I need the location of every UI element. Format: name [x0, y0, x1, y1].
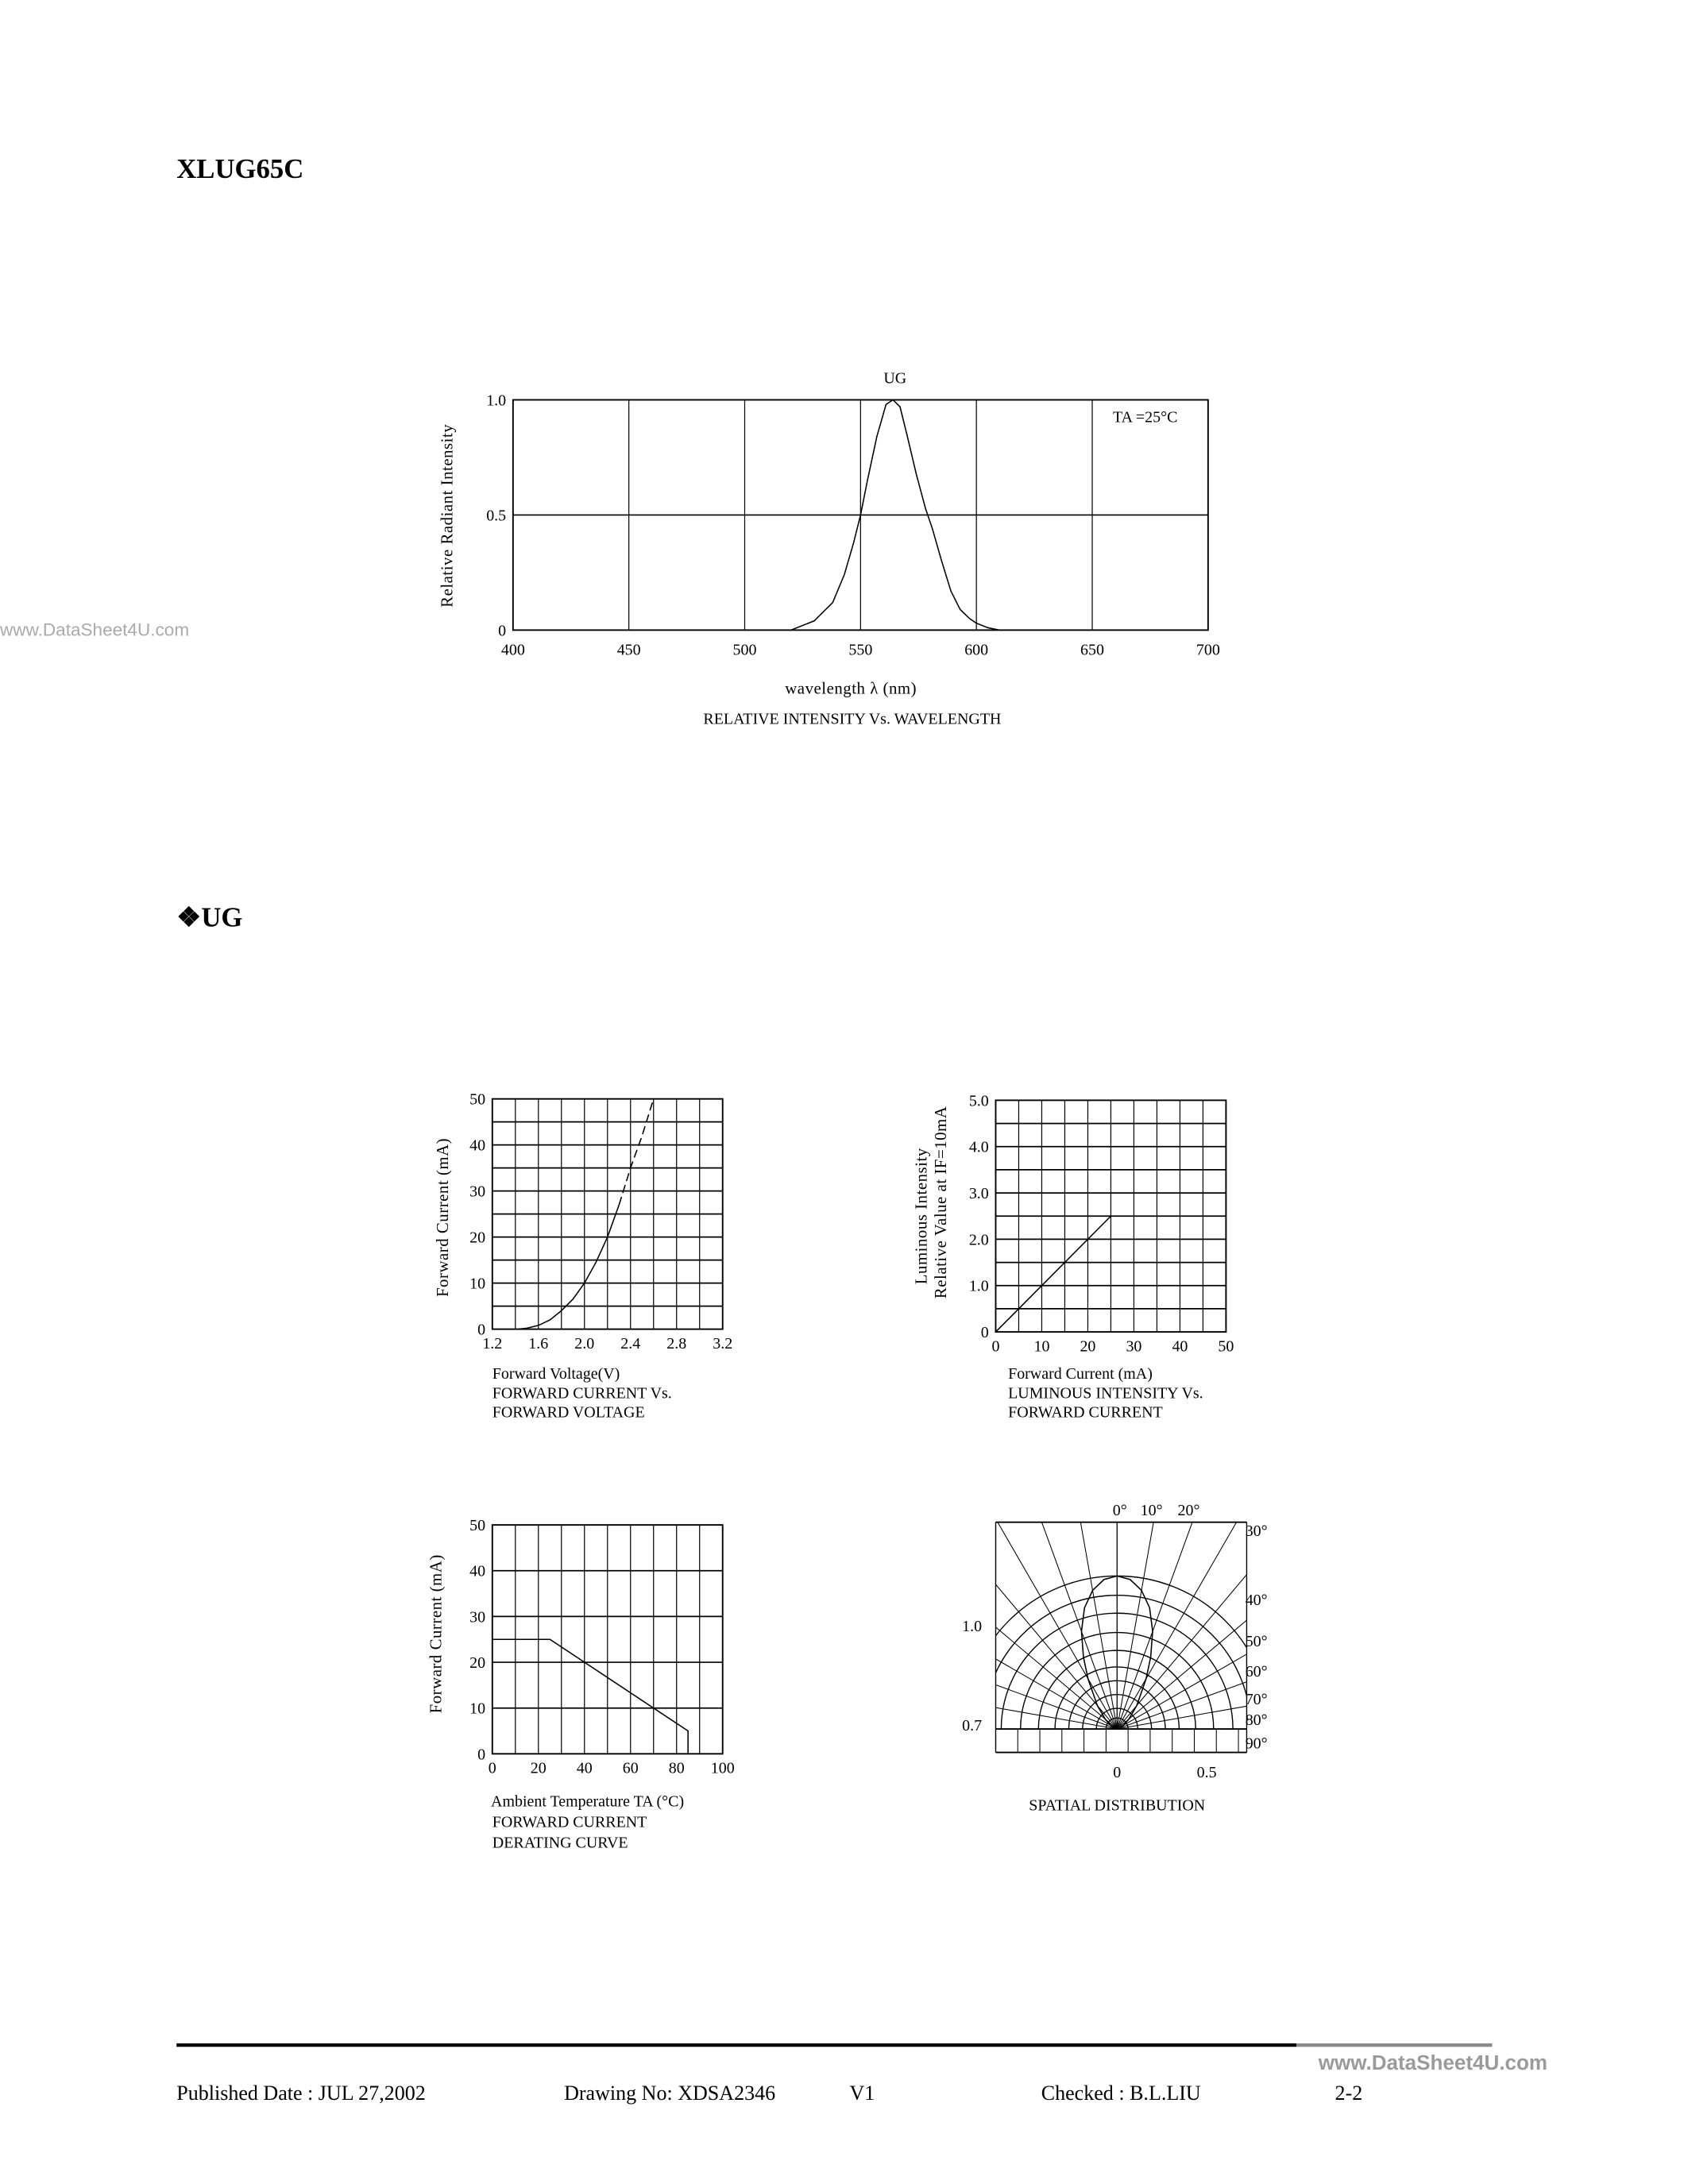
- x-axis-label: Ambient Temperature TA (°C): [491, 1792, 685, 1811]
- angle-ray: [800, 1463, 1117, 1729]
- watermark-left: www.DataSheet4U.com: [0, 619, 190, 640]
- x-axis-label: Forward Current (mA): [1008, 1365, 1153, 1383]
- derating-chart: [427, 1517, 735, 1851]
- top-angle-label: 10°: [1140, 1501, 1163, 1519]
- y-tick-label: 1.0: [968, 1277, 989, 1295]
- y-tick-label: 20: [469, 1229, 486, 1247]
- right-angle-label: 60°: [1245, 1663, 1268, 1681]
- section-heading: ❖UG: [176, 901, 243, 933]
- published-date: Published Date : JUL 27,2002: [176, 2082, 426, 2105]
- top-angle-label: 0°: [1112, 1501, 1127, 1519]
- y-axis-label: Relative Radiant Intensity: [437, 423, 457, 608]
- y-tick-label: 40: [469, 1136, 486, 1155]
- right-angle-label: 80°: [1245, 1711, 1268, 1729]
- chart-title-line1: FORWARD CURRENT: [492, 1813, 647, 1831]
- y-tick-label: 50: [469, 1090, 486, 1109]
- chart-title-line2: FORWARD CURRENT: [1008, 1403, 1163, 1422]
- chart-title-line2: DERATING CURVE: [492, 1834, 628, 1852]
- chart-title-line1: LUMINOUS INTENSITY Vs.: [1008, 1384, 1203, 1403]
- y-tick-label: 0.5: [486, 507, 507, 525]
- y-tick-label: 5.0: [968, 1092, 989, 1110]
- x-tick-label: 550: [848, 641, 873, 659]
- x-axis-label: Forward Voltage(V): [492, 1365, 620, 1383]
- x-tick-label: 400: [500, 641, 525, 659]
- checked-by: Checked : B.L.LIU: [1041, 2082, 1201, 2105]
- x-tick-label: 30: [1126, 1337, 1142, 1356]
- y-tick-label: 10: [469, 1700, 486, 1718]
- page-number: 2-2: [1335, 2082, 1363, 2105]
- y-tick-label: 4.0: [968, 1138, 989, 1156]
- y-tick-label: 3.0: [968, 1185, 989, 1203]
- x-tick-label: 2.8: [666, 1334, 687, 1352]
- x-tick-label: 20: [530, 1759, 547, 1777]
- y-tick-label: 50: [469, 1517, 486, 1535]
- x-tick-label: 650: [1080, 641, 1104, 659]
- angle-ray: [910, 1371, 1117, 1729]
- top-angle-label: 20°: [1177, 1501, 1200, 1519]
- series-line-if-max: [492, 1639, 688, 1754]
- x-tick-label: 3.2: [713, 1334, 733, 1352]
- x-tick-label: 2.0: [574, 1334, 595, 1352]
- y-tick-label: 0: [477, 1321, 486, 1339]
- right-angle-label: 30°: [1245, 1522, 1268, 1541]
- x-tick-label: 10: [1033, 1337, 1050, 1356]
- y-axis-label: Forward Current (mA): [426, 1554, 446, 1714]
- spectrum-chart: [437, 370, 1219, 728]
- x-tick-label: 450: [616, 641, 641, 659]
- chart-title: RELATIVE INTENSITY Vs. WAVELENGTH: [703, 710, 1002, 728]
- x-tick-label: 500: [732, 641, 757, 659]
- y-tick-label: 30: [469, 1608, 486, 1626]
- right-angle-label: 40°: [1245, 1591, 1268, 1609]
- y-tick-label: 1.0: [486, 392, 507, 410]
- chart-title-line1: FORWARD CURRENT Vs.: [492, 1384, 672, 1403]
- x-tick-label: 0: [488, 1759, 496, 1777]
- angle-ray: [1117, 1412, 1383, 1729]
- y-tick-label: 10: [469, 1275, 486, 1293]
- x-tick-label: 700: [1196, 641, 1220, 659]
- y-tick-label: 30: [469, 1183, 486, 1201]
- right-angle-label: 90°: [1245, 1734, 1268, 1753]
- x-tick-label: 40: [1172, 1337, 1188, 1356]
- angle-ray: [1117, 1463, 1434, 1729]
- series-line-dashed: [619, 1099, 653, 1205]
- series-line-iv: [995, 1216, 1111, 1332]
- series-label: UG: [883, 369, 907, 388]
- footer-rule: [176, 2043, 1296, 2047]
- x-tick-label: 1.2: [482, 1334, 503, 1352]
- series-line-solid: [518, 1205, 620, 1329]
- y-tick-label: 0: [498, 622, 507, 640]
- y-axis-label: Luminous Intensity: [911, 1148, 931, 1285]
- angle-ray: [759, 1522, 1117, 1729]
- y-tick-label: 0: [980, 1324, 989, 1342]
- angle-ray: [1117, 1657, 1524, 1729]
- footer-rule-gray: [1296, 2043, 1493, 2047]
- x-tick-label: 80: [668, 1759, 685, 1777]
- left-scale-label: 0.7: [962, 1716, 983, 1734]
- part-number-title: XLUG65C: [176, 152, 304, 184]
- x-tick-label: 100: [710, 1759, 735, 1777]
- angle-ray: [851, 1412, 1117, 1729]
- x-tick-label: 50: [1218, 1337, 1234, 1356]
- angle-ray: [709, 1657, 1117, 1729]
- iv-chart: [433, 1091, 732, 1422]
- y-tick-label: 0: [477, 1746, 486, 1764]
- bottom-scale-label: 0: [1113, 1763, 1122, 1781]
- luminous-chart: [912, 1092, 1234, 1421]
- watermark-footer: www.DataSheet4U.com: [1318, 2050, 1548, 2074]
- x-tick-label: 0: [991, 1337, 1000, 1356]
- x-tick-label: 20: [1080, 1337, 1096, 1356]
- drawing-number: Drawing No: XDSA2346: [564, 2082, 776, 2105]
- chart-title-line2: FORWARD VOLTAGE: [492, 1403, 645, 1422]
- x-tick-label: 60: [622, 1759, 639, 1777]
- y-tick-label: 20: [469, 1654, 486, 1672]
- y-axis-label-2: Relative Value at IF=10mA: [930, 1106, 950, 1299]
- x-tick-label: 2.4: [620, 1334, 641, 1352]
- x-axis-label: wavelength λ (nm): [785, 678, 917, 698]
- bottom-scale-label: 0.5: [1196, 1763, 1217, 1781]
- angle-ray: [1117, 1522, 1475, 1729]
- right-angle-label: 70°: [1245, 1690, 1268, 1708]
- angle-ray: [1117, 1371, 1323, 1729]
- y-axis-label: Forward Current (mA): [433, 1137, 453, 1298]
- x-tick-label: 600: [964, 641, 989, 659]
- right-angle-label: 50°: [1245, 1632, 1268, 1650]
- x-tick-label: 1.6: [528, 1334, 549, 1352]
- version: V1: [849, 2082, 875, 2105]
- y-tick-label: 2.0: [968, 1231, 989, 1249]
- x-tick-label: 40: [576, 1759, 593, 1777]
- temperature-annotation: TA =25°C: [1113, 408, 1178, 426]
- chart-title: SPATIAL DISTRIBUTION: [1029, 1796, 1206, 1815]
- y-tick-label: 40: [469, 1562, 486, 1580]
- left-scale-label: 1.0: [962, 1617, 983, 1635]
